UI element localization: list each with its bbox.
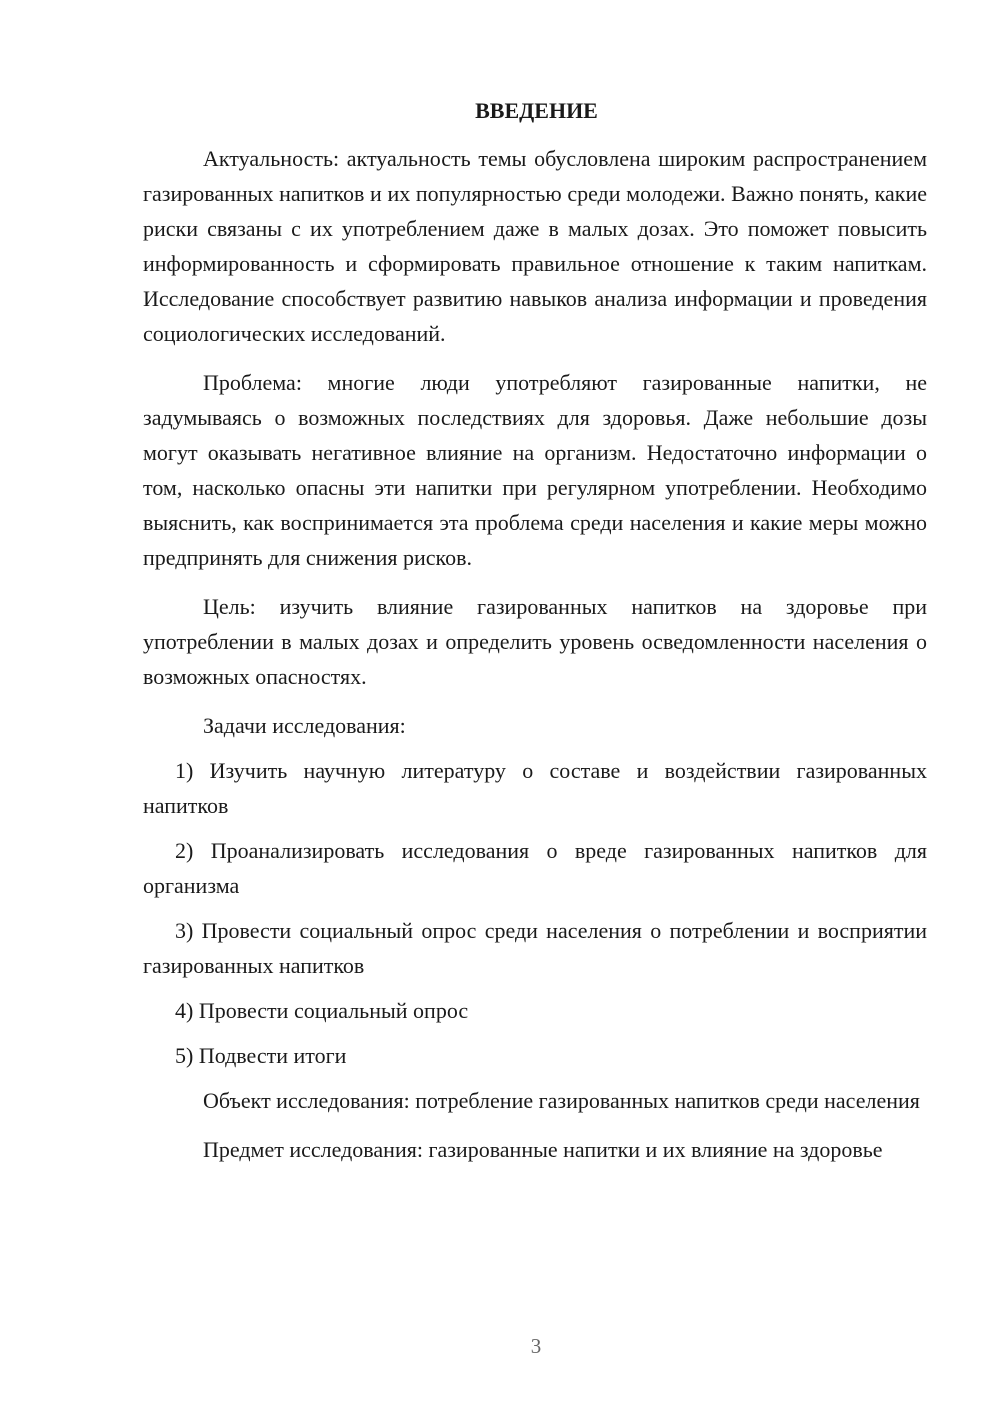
subject-paragraph: Предмет исследования: газированные напитки и их влияние на здоровье xyxy=(203,1137,883,1162)
page-number: 3 xyxy=(530,1334,542,1358)
tasks-list xyxy=(143,753,927,1073)
tasks-label: Задачи исследования: xyxy=(203,713,406,738)
task-item-1: 1) Изучить научную литературу о составе и воздействии газированных напитков xyxy=(143,758,927,818)
page-content xyxy=(143,93,927,1181)
goal-paragraph: Цель: изучить влияние газированных напитков на здоровье при употреблении в малых дозах и определить уровень осведомленности населения о возможных опасностях. xyxy=(143,594,927,689)
task-item-3: 3) Провести социальный опрос среди населения о потреблении и восприятии газированных напитков xyxy=(143,918,927,978)
section-heading: ВВЕДЕНИЕ xyxy=(475,98,598,123)
object-paragraph: Объект исследования: потребление газированных напитков среди населения xyxy=(203,1088,920,1113)
task-item-5: 5) Подвести итоги xyxy=(175,1043,347,1068)
task-item-4: 4) Провести социальный опрос xyxy=(175,998,469,1023)
task-item-2: 2) Проанализировать исследования о вреде газированных напитков для организма xyxy=(143,838,927,898)
relevance-paragraph: Актуальность: актуальность темы обусловлена широким распространением газированных напитков и их популярностью среди молодежи. Важно понять, какие риски связаны с их употреблением даже в малых дозах. Это поможет повысить информированность и сформировать правильное отношение к таким напиткам. Исследование способствует развитию навыков анализа информации и проведения социологических исследований. xyxy=(143,146,927,346)
problem-paragraph: Проблема: многие люди употребляют газированные напитки, не задумываясь о возможных последствиях для здоровья. Даже небольшие дозы могут оказывать негативное влияние на организм. Недостаточно информации о том, насколько опасны эти напитки при регулярном употреблении. Необходимо выяснить, как воспринимается эта проблема среди населения и какие меры можно предпринять для снижения рисков. xyxy=(143,370,927,570)
